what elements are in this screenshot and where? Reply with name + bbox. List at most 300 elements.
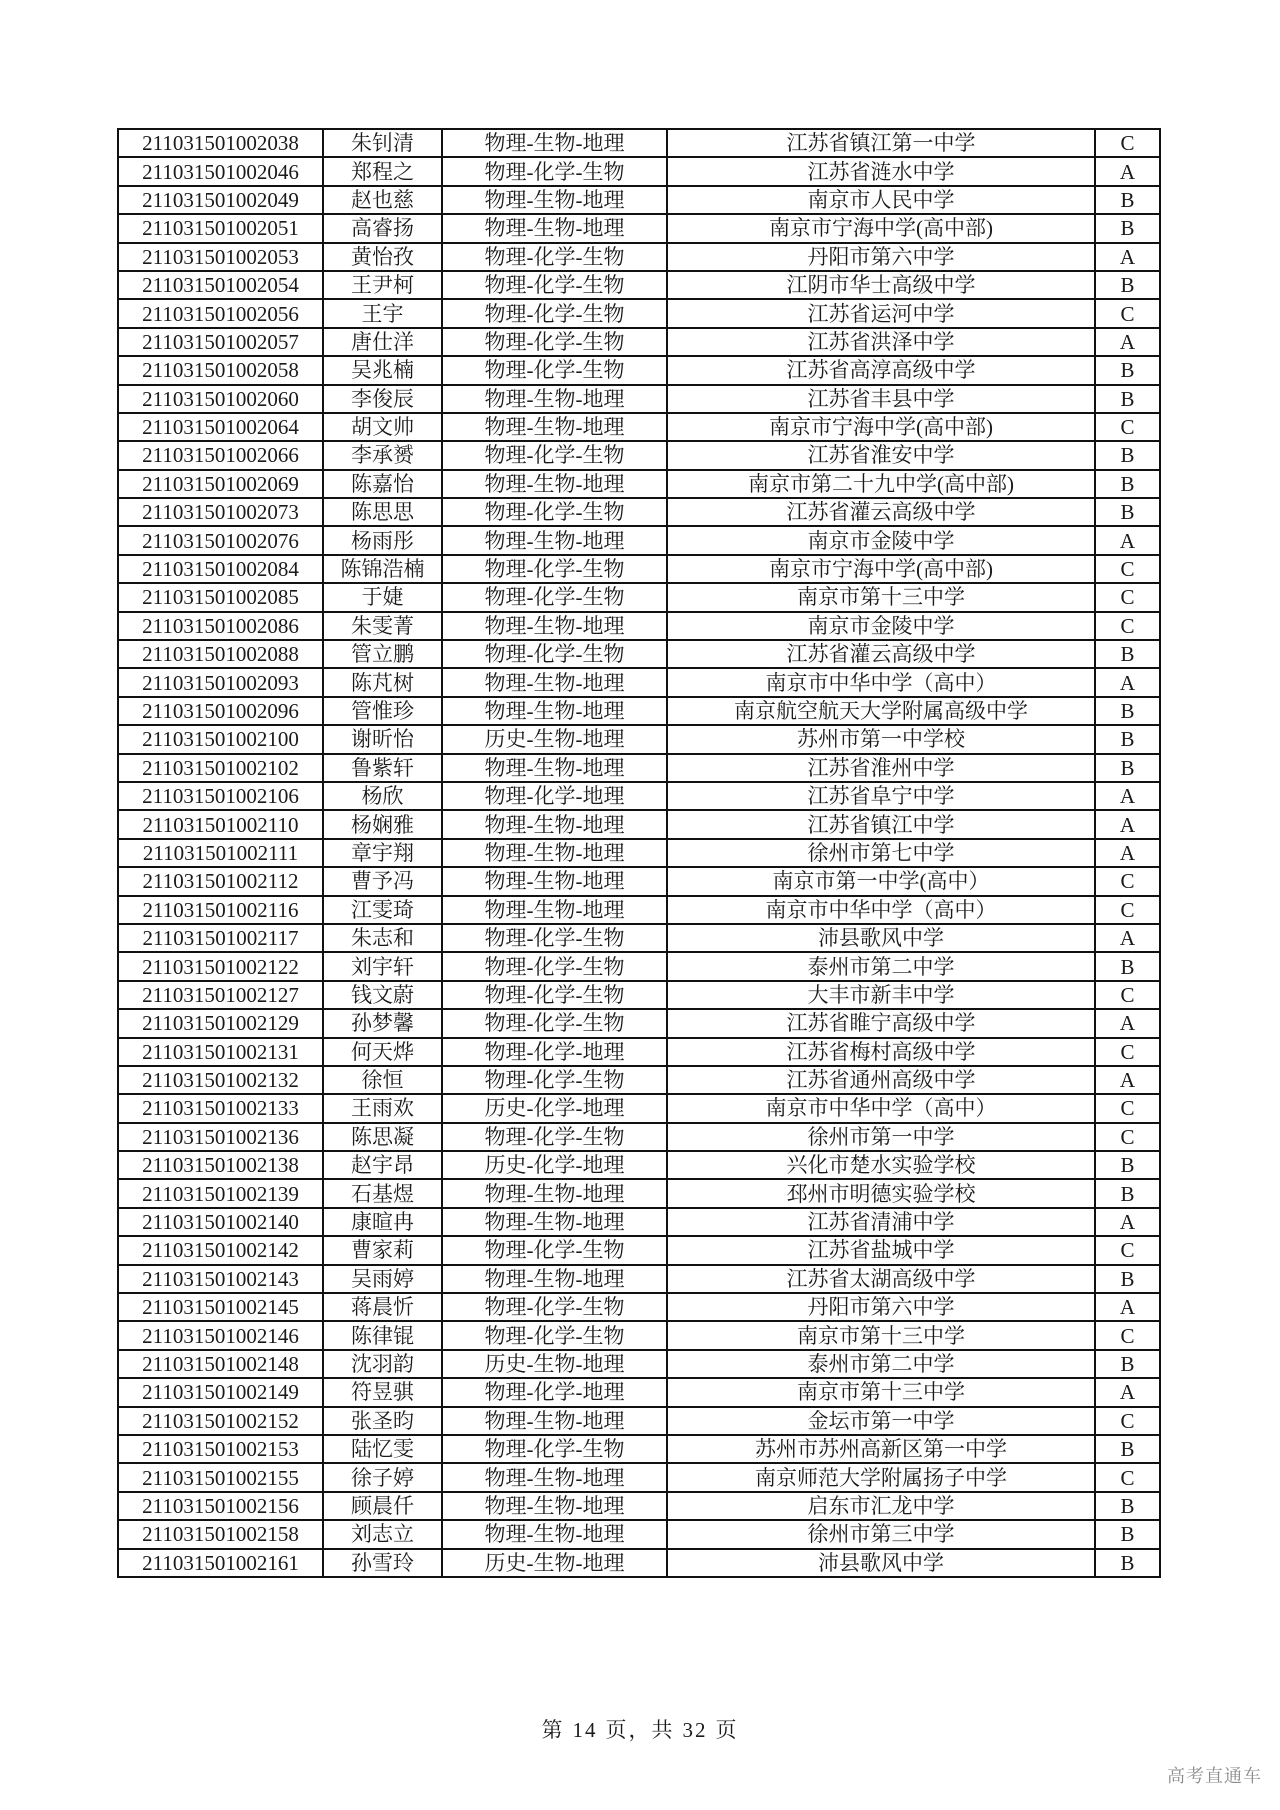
table-row [118,328,1160,356]
student-name-cell: 徐子婷 [323,1463,442,1491]
table-row [118,1066,1160,1094]
school-cell: 丹阳市第六中学 [667,1293,1095,1321]
grade-cell: A [1095,1378,1160,1406]
school-cell: 江苏省镇江第一中学 [667,129,1095,157]
subject-combination-cell: 物理-化学-生物 [442,299,667,327]
student-name-cell: 管惟珍 [323,697,442,725]
school-cell: 启东市汇龙中学 [667,1492,1095,1520]
student-id-cell: 211031501002140 [118,1208,323,1236]
grade-cell: C [1095,1321,1160,1349]
student-name-cell: 孙梦馨 [323,1009,442,1037]
school-cell: 南京市宁海中学(高中部) [667,413,1095,441]
table-row [118,839,1160,867]
table-row [118,470,1160,498]
school-cell: 大丰市新丰中学 [667,981,1095,1009]
school-cell: 江苏省淮州中学 [667,754,1095,782]
school-cell: 南京市中华中学（高中） [667,668,1095,696]
grade-cell: B [1095,1265,1160,1293]
school-cell: 邳州市明德实验学校 [667,1179,1095,1207]
student-name-cell: 谢昕怡 [323,725,442,753]
student-name-cell: 赵宇昂 [323,1151,442,1179]
school-cell: 江苏省灌云高级中学 [667,498,1095,526]
table-row [118,867,1160,895]
subject-combination-cell: 物理-化学-生物 [442,583,667,611]
student-id-cell: 211031501002158 [118,1520,323,1548]
subject-combination-cell: 物理-化学-生物 [442,356,667,384]
subject-combination-cell: 物理-化学-生物 [442,640,667,668]
school-cell: 江苏省睢宁高级中学 [667,1009,1095,1037]
student-name-cell: 王宇 [323,299,442,327]
subject-combination-cell: 物理-生物-地理 [442,470,667,498]
subject-combination-cell: 物理-化学-生物 [442,271,667,299]
watermark: 高考直通车 [1167,1766,1262,1787]
student-id-cell: 211031501002073 [118,498,323,526]
table-row [118,952,1160,980]
student-name-cell: 孙雪玲 [323,1549,442,1577]
school-cell: 南京市第十三中学 [667,1321,1095,1349]
grade-cell: A [1095,526,1160,554]
school-cell: 沛县歌风中学 [667,924,1095,952]
grade-cell: B [1095,725,1160,753]
subject-combination-cell: 物理-生物-地理 [442,697,667,725]
student-name-cell: 吴雨婷 [323,1265,442,1293]
table-row [118,896,1160,924]
student-name-cell: 刘志立 [323,1520,442,1548]
table-row [118,1179,1160,1207]
school-cell: 江苏省淮安中学 [667,441,1095,469]
student-name-cell: 刘宇轩 [323,952,442,980]
table-row [118,526,1160,554]
grade-cell: A [1095,1208,1160,1236]
subject-combination-cell: 物理-化学-生物 [442,555,667,583]
subject-combination-cell: 物理-化学-生物 [442,1321,667,1349]
subject-combination-cell: 物理-生物-地理 [442,1208,667,1236]
grade-cell: A [1095,782,1160,810]
subject-combination-cell: 物理-化学-生物 [442,1066,667,1094]
grade-cell: B [1095,1549,1160,1577]
grade-cell: C [1095,1123,1160,1151]
student-id-cell: 211031501002046 [118,157,323,185]
student-name-cell: 徐恒 [323,1066,442,1094]
grade-cell: B [1095,1179,1160,1207]
table-row [118,1378,1160,1406]
table-row [118,498,1160,526]
student-list-table [117,128,1161,1578]
school-cell: 江苏省通州高级中学 [667,1066,1095,1094]
student-name-cell: 朱雯菁 [323,612,442,640]
student-name-cell: 朱钊清 [323,129,442,157]
table-row [118,1236,1160,1264]
student-id-cell: 211031501002064 [118,413,323,441]
student-name-cell: 杨雨彤 [323,526,442,554]
student-id-cell: 211031501002142 [118,1236,323,1264]
grade-cell: C [1095,299,1160,327]
student-id-cell: 211031501002102 [118,754,323,782]
subject-combination-cell: 物理-化学-生物 [442,924,667,952]
student-name-cell: 江雯琦 [323,896,442,924]
table-row [118,299,1160,327]
subject-combination-cell: 物理-生物-地理 [442,129,667,157]
student-id-cell: 211031501002100 [118,725,323,753]
student-id-cell: 211031501002116 [118,896,323,924]
grade-cell: B [1095,697,1160,725]
table-row [118,981,1160,1009]
table-row [118,1407,1160,1435]
student-name-cell: 陈芃树 [323,668,442,696]
student-id-cell: 211031501002058 [118,356,323,384]
subject-combination-cell: 物理-生物-地理 [442,413,667,441]
subject-combination-cell: 物理-生物-地理 [442,839,667,867]
subject-combination-cell: 物理-化学-生物 [442,243,667,271]
student-id-cell: 211031501002152 [118,1407,323,1435]
grade-cell: C [1095,1463,1160,1491]
student-name-cell: 王尹柯 [323,271,442,299]
school-cell: 南京市金陵中学 [667,612,1095,640]
student-id-cell: 211031501002146 [118,1321,323,1349]
footer-current-page: 14 [572,1718,598,1742]
student-name-cell: 顾晨仟 [323,1492,442,1520]
school-cell: 丹阳市第六中学 [667,243,1095,271]
grade-cell: B [1095,470,1160,498]
school-cell: 南京市金陵中学 [667,526,1095,554]
school-cell: 江苏省阜宁中学 [667,782,1095,810]
table-row [118,1094,1160,1122]
subject-combination-cell: 历史-化学-地理 [442,1151,667,1179]
table-row [118,214,1160,242]
subject-combination-cell: 物理-生物-地理 [442,1407,667,1435]
student-name-cell: 石基煜 [323,1179,442,1207]
student-id-cell: 211031501002133 [118,1094,323,1122]
student-name-cell: 杨娴雅 [323,810,442,838]
student-name-cell: 符昱骐 [323,1378,442,1406]
grade-cell: B [1095,640,1160,668]
grade-cell: A [1095,810,1160,838]
student-name-cell: 曹家莉 [323,1236,442,1264]
school-cell: 南京市中华中学（高中） [667,1094,1095,1122]
school-cell: 江苏省涟水中学 [667,157,1095,185]
grade-cell: B [1095,186,1160,214]
grade-cell: A [1095,839,1160,867]
student-name-cell: 张圣昀 [323,1407,442,1435]
subject-combination-cell: 物理-化学-生物 [442,328,667,356]
table-row [118,1435,1160,1463]
school-cell: 苏州市苏州高新区第一中学 [667,1435,1095,1463]
school-cell: 南京市宁海中学(高中部) [667,555,1095,583]
table-row [118,186,1160,214]
subject-combination-cell: 物理-生物-地理 [442,867,667,895]
subject-combination-cell: 物理-化学-生物 [442,1435,667,1463]
school-cell: 徐州市第一中学 [667,1123,1095,1151]
subject-combination-cell: 物理-生物-地理 [442,612,667,640]
school-cell: 徐州市第三中学 [667,1520,1095,1548]
grade-cell: C [1095,413,1160,441]
table-row [118,1463,1160,1491]
subject-combination-cell: 物理-生物-地理 [442,1492,667,1520]
footer-mid: 页，共 [605,1718,675,1742]
grade-cell: B [1095,385,1160,413]
student-id-cell: 211031501002069 [118,470,323,498]
school-cell: 江苏省镇江中学 [667,810,1095,838]
subject-combination-cell: 物理-化学-生物 [442,498,667,526]
table-row [118,1123,1160,1151]
footer-total-pages: 32 [682,1718,708,1742]
grade-cell: A [1095,924,1160,952]
table-row [118,668,1160,696]
student-id-cell: 211031501002038 [118,129,323,157]
student-name-cell: 胡文帅 [323,413,442,441]
grade-cell: C [1095,896,1160,924]
student-name-cell: 章宇翔 [323,839,442,867]
subject-combination-cell: 物理-生物-地理 [442,1265,667,1293]
table-row [118,413,1160,441]
subject-combination-cell: 历史-生物-地理 [442,725,667,753]
subject-combination-cell: 物理-化学-生物 [442,157,667,185]
grade-cell: B [1095,498,1160,526]
student-name-cell: 蒋晨忻 [323,1293,442,1321]
student-id-cell: 211031501002145 [118,1293,323,1321]
subject-combination-cell: 历史-生物-地理 [442,1350,667,1378]
school-cell: 南京航空航天大学附属高级中学 [667,697,1095,725]
grade-cell: A [1095,243,1160,271]
student-id-cell: 211031501002110 [118,810,323,838]
school-cell: 江苏省运河中学 [667,299,1095,327]
grade-cell: B [1095,441,1160,469]
grade-cell: C [1095,612,1160,640]
subject-combination-cell: 物理-生物-地理 [442,1463,667,1491]
student-id-cell: 211031501002149 [118,1378,323,1406]
table-row [118,1151,1160,1179]
subject-combination-cell: 物理-化学-地理 [442,782,667,810]
student-id-cell: 211031501002088 [118,640,323,668]
grade-cell: C [1095,583,1160,611]
student-id-cell: 211031501002155 [118,1463,323,1491]
table-row [118,725,1160,753]
student-id-cell: 211031501002053 [118,243,323,271]
student-name-cell: 李承赟 [323,441,442,469]
school-cell: 泰州市第二中学 [667,1350,1095,1378]
school-cell: 兴化市楚水实验学校 [667,1151,1095,1179]
grade-cell: C [1095,867,1160,895]
school-cell: 江苏省丰县中学 [667,385,1095,413]
school-cell: 江苏省梅村高级中学 [667,1038,1095,1066]
table-row [118,1321,1160,1349]
table-row [118,1520,1160,1548]
grade-cell: C [1095,129,1160,157]
school-cell: 江苏省太湖高级中学 [667,1265,1095,1293]
student-id-cell: 211031501002086 [118,612,323,640]
student-id-cell: 211031501002076 [118,526,323,554]
school-cell: 沛县歌风中学 [667,1549,1095,1577]
subject-combination-cell: 物理-生物-地理 [442,754,667,782]
subject-combination-cell: 物理-生物-地理 [442,1520,667,1548]
student-id-cell: 211031501002153 [118,1435,323,1463]
table-row [118,1265,1160,1293]
student-id-cell: 211031501002156 [118,1492,323,1520]
student-name-cell: 于婕 [323,583,442,611]
student-name-cell: 何天烨 [323,1038,442,1066]
student-id-cell: 211031501002143 [118,1265,323,1293]
table-row [118,356,1160,384]
subject-combination-cell: 物理-生物-地理 [442,526,667,554]
grade-cell: C [1095,1094,1160,1122]
student-id-cell: 211031501002084 [118,555,323,583]
student-id-cell: 211031501002131 [118,1038,323,1066]
subject-combination-cell: 物理-生物-地理 [442,896,667,924]
student-name-cell: 朱志和 [323,924,442,952]
school-cell: 南京市第一中学(高中） [667,867,1095,895]
student-id-cell: 211031501002060 [118,385,323,413]
grade-cell: A [1095,1009,1160,1037]
grade-cell: B [1095,1350,1160,1378]
grade-cell: A [1095,668,1160,696]
table-row [118,1208,1160,1236]
grade-cell: C [1095,981,1160,1009]
student-name-cell: 陈思思 [323,498,442,526]
student-id-cell: 211031501002049 [118,186,323,214]
subject-combination-cell: 物理-化学-生物 [442,1293,667,1321]
table-row [118,782,1160,810]
school-cell: 江苏省洪泽中学 [667,328,1095,356]
student-id-cell: 211031501002111 [118,839,323,867]
subject-combination-cell: 物理-生物-地理 [442,214,667,242]
table-row [118,1038,1160,1066]
subject-combination-cell: 物理-化学-生物 [442,1009,667,1037]
grade-cell: B [1095,952,1160,980]
subject-combination-cell: 物理-化学-生物 [442,441,667,469]
student-id-cell: 211031501002122 [118,952,323,980]
school-cell: 泰州市第二中学 [667,952,1095,980]
student-id-cell: 211031501002054 [118,271,323,299]
student-id-cell: 211031501002093 [118,668,323,696]
student-id-cell: 211031501002132 [118,1066,323,1094]
subject-combination-cell: 物理-化学-地理 [442,1378,667,1406]
student-name-cell: 高睿扬 [323,214,442,242]
table-row [118,555,1160,583]
school-cell: 江苏省清浦中学 [667,1208,1095,1236]
school-cell: 南京市人民中学 [667,186,1095,214]
student-name-cell: 唐仕洋 [323,328,442,356]
subject-combination-cell: 历史-生物-地理 [442,1549,667,1577]
student-id-cell: 211031501002139 [118,1179,323,1207]
subject-combination-cell: 物理-生物-地理 [442,186,667,214]
student-name-cell: 陈思凝 [323,1123,442,1151]
table-body [118,129,1160,1577]
school-cell: 江阴市华士高级中学 [667,271,1095,299]
grade-cell: B [1095,356,1160,384]
table-row [118,1293,1160,1321]
grade-cell: C [1095,1236,1160,1264]
student-name-cell: 黄怡孜 [323,243,442,271]
page-footer [0,1714,1280,1744]
student-name-cell: 李俊辰 [323,385,442,413]
student-id-cell: 211031501002096 [118,697,323,725]
student-id-cell: 211031501002085 [118,583,323,611]
student-id-cell: 211031501002056 [118,299,323,327]
grade-cell: B [1095,271,1160,299]
student-name-cell: 郑程之 [323,157,442,185]
table-row [118,612,1160,640]
grade-cell: C [1095,1038,1160,1066]
table-row [118,243,1160,271]
subject-combination-cell: 物理-化学-生物 [442,952,667,980]
subject-combination-cell: 历史-化学-地理 [442,1094,667,1122]
student-id-cell: 211031501002051 [118,214,323,242]
student-name-cell: 陆忆雯 [323,1435,442,1463]
subject-combination-cell: 物理-化学-生物 [442,981,667,1009]
student-name-cell: 曹予冯 [323,867,442,895]
student-id-cell: 211031501002148 [118,1350,323,1378]
student-id-cell: 211031501002057 [118,328,323,356]
student-id-cell: 211031501002112 [118,867,323,895]
table-row [118,441,1160,469]
school-cell: 南京市第二十九中学(高中部) [667,470,1095,498]
student-name-cell: 康暄冉 [323,1208,442,1236]
school-cell: 徐州市第七中学 [667,839,1095,867]
table-row [118,271,1160,299]
grade-cell: B [1095,1151,1160,1179]
subject-combination-cell: 物理-化学-生物 [442,1123,667,1151]
table-row [118,1549,1160,1577]
student-id-cell: 211031501002161 [118,1549,323,1577]
grade-cell: B [1095,1492,1160,1520]
student-name-cell: 鲁紫轩 [323,754,442,782]
student-id-cell: 211031501002106 [118,782,323,810]
school-cell: 江苏省盐城中学 [667,1236,1095,1264]
student-name-cell: 王雨欢 [323,1094,442,1122]
grade-cell: A [1095,157,1160,185]
school-cell: 南京市中华中学（高中） [667,896,1095,924]
grade-cell: B [1095,1435,1160,1463]
school-cell: 南京市第十三中学 [667,1378,1095,1406]
student-name-cell: 陈律锟 [323,1321,442,1349]
school-cell: 南京市第十三中学 [667,583,1095,611]
student-name-cell: 陈锦浩楠 [323,555,442,583]
grade-cell: C [1095,1407,1160,1435]
student-id-cell: 211031501002117 [118,924,323,952]
school-cell: 南京师范大学附属扬子中学 [667,1463,1095,1491]
grade-cell: B [1095,214,1160,242]
school-cell: 江苏省高淳高级中学 [667,356,1095,384]
grade-cell: A [1095,1293,1160,1321]
student-name-cell: 管立鹏 [323,640,442,668]
table-row [118,385,1160,413]
footer-suffix: 页 [715,1718,739,1742]
table-row [118,924,1160,952]
table-row [118,754,1160,782]
grade-cell: B [1095,754,1160,782]
grade-cell: A [1095,1066,1160,1094]
school-cell: 金坛市第一中学 [667,1407,1095,1435]
subject-combination-cell: 物理-生物-地理 [442,1179,667,1207]
grade-cell: C [1095,555,1160,583]
table-row [118,583,1160,611]
student-name-cell: 吴兆楠 [323,356,442,384]
footer-prefix: 第 [541,1718,565,1742]
student-name-cell: 杨欣 [323,782,442,810]
student-name-cell: 赵也慈 [323,186,442,214]
student-name-cell: 陈嘉怡 [323,470,442,498]
subject-combination-cell: 物理-生物-地理 [442,385,667,413]
table-row [118,1492,1160,1520]
subject-combination-cell: 物理-生物-地理 [442,668,667,696]
grade-cell: B [1095,1520,1160,1548]
table-row [118,640,1160,668]
subject-combination-cell: 物理-化学-地理 [442,1038,667,1066]
student-id-cell: 211031501002066 [118,441,323,469]
table-row [118,1009,1160,1037]
student-id-cell: 211031501002127 [118,981,323,1009]
student-name-cell: 沈羽韵 [323,1350,442,1378]
